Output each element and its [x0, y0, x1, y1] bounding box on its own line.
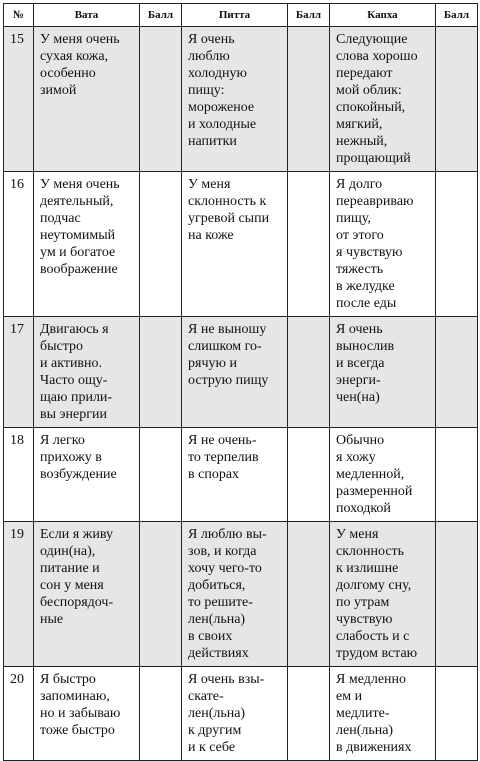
- pitta-statement: У меня склонность к угревой сыпи на коже: [182, 172, 288, 317]
- header-num: №: [4, 4, 34, 27]
- vata-statement: У меня очень деятельный, подчас неутомимый ум и богатое воображение: [34, 172, 140, 317]
- kapha-score-cell[interactable]: [436, 667, 478, 761]
- vata-statement: Если я живу один(на), питание и сон у меня беспорядоч- ные: [34, 522, 140, 667]
- kapha-statement: Я долго переавриваю пищу, от этого я чувствую тяжесть в желудке после еды: [330, 172, 436, 317]
- table-row: [4, 522, 478, 667]
- kapha-score-cell[interactable]: [436, 27, 478, 172]
- kapha-statement: Я очень вынослив и всегда энерги- чен(на): [330, 317, 436, 428]
- pitta-statement: Я очень взы- скате- лен(льна) к другим и к себе: [182, 667, 288, 761]
- kapha-score-cell[interactable]: [436, 317, 478, 428]
- row-number: 20: [4, 667, 34, 761]
- header-score-kapha: Балл: [436, 4, 478, 27]
- pitta-score-cell[interactable]: [288, 172, 330, 317]
- table-row: [4, 667, 478, 761]
- header-kapha: Капха: [330, 4, 436, 27]
- pitta-statement: Я не выношу слишком го- рячую и острую пищу: [182, 317, 288, 428]
- header-pitta: Питта: [182, 4, 288, 27]
- table-row: [4, 27, 478, 172]
- vata-score-cell[interactable]: [140, 317, 182, 428]
- row-number: 18: [4, 428, 34, 522]
- pitta-score-cell[interactable]: [288, 27, 330, 172]
- row-number: 16: [4, 172, 34, 317]
- vata-score-cell[interactable]: [140, 428, 182, 522]
- row-number: 15: [4, 27, 34, 172]
- kapha-score-cell[interactable]: [436, 522, 478, 667]
- vata-score-cell[interactable]: [140, 522, 182, 667]
- kapha-score-cell[interactable]: [436, 172, 478, 317]
- kapha-statement: Я медленно ем и медлите- лен(льна) в движениях: [330, 667, 436, 761]
- vata-statement: Двигаюсь я быстро и активно. Часто ощу- щаю прили- вы энергии: [34, 317, 140, 428]
- pitta-statement: Я люблю вы- зов, и когда хочу чего-то добиться, то решите- лен(льна) в своих действиях: [182, 522, 288, 667]
- pitta-statement: Я не очень- то терпелив в спорах: [182, 428, 288, 522]
- pitta-score-cell[interactable]: [288, 428, 330, 522]
- kapha-score-cell[interactable]: [436, 428, 478, 522]
- table-row: [4, 317, 478, 428]
- vata-statement: Я быстро запоминаю, но и забываю тоже быстро: [34, 667, 140, 761]
- header-score-vata: Балл: [140, 4, 182, 27]
- kapha-statement: У меня склонность к излишне долгому сну, по утрам чувствую слабость и с трудом встаю: [330, 522, 436, 667]
- header-vata: Вата: [34, 4, 140, 27]
- vata-score-cell[interactable]: [140, 27, 182, 172]
- table-row: [4, 172, 478, 317]
- vata-statement: У меня очень сухая кожа, особенно зимой: [34, 27, 140, 172]
- header-score-pitta: Балл: [288, 4, 330, 27]
- vata-score-cell[interactable]: [140, 172, 182, 317]
- pitta-score-cell[interactable]: [288, 667, 330, 761]
- row-number: 17: [4, 317, 34, 428]
- vata-statement: Я легко прихожу в возбуждение: [34, 428, 140, 522]
- table-row: [4, 428, 478, 522]
- pitta-score-cell[interactable]: [288, 317, 330, 428]
- row-number: 19: [4, 522, 34, 667]
- kapha-statement: Следующие слова хорошо передают мой облик: спокойный, мягкий, нежный, прощающий: [330, 27, 436, 172]
- pitta-score-cell[interactable]: [288, 522, 330, 667]
- vata-score-cell[interactable]: [140, 667, 182, 761]
- dosha-questionnaire-table: [3, 3, 478, 761]
- pitta-statement: Я очень люблю холодную пищу: мороженое и холодные напитки: [182, 27, 288, 172]
- header-row: [4, 4, 478, 27]
- kapha-statement: Обычно я хожу медленной, размеренной походкой: [330, 428, 436, 522]
